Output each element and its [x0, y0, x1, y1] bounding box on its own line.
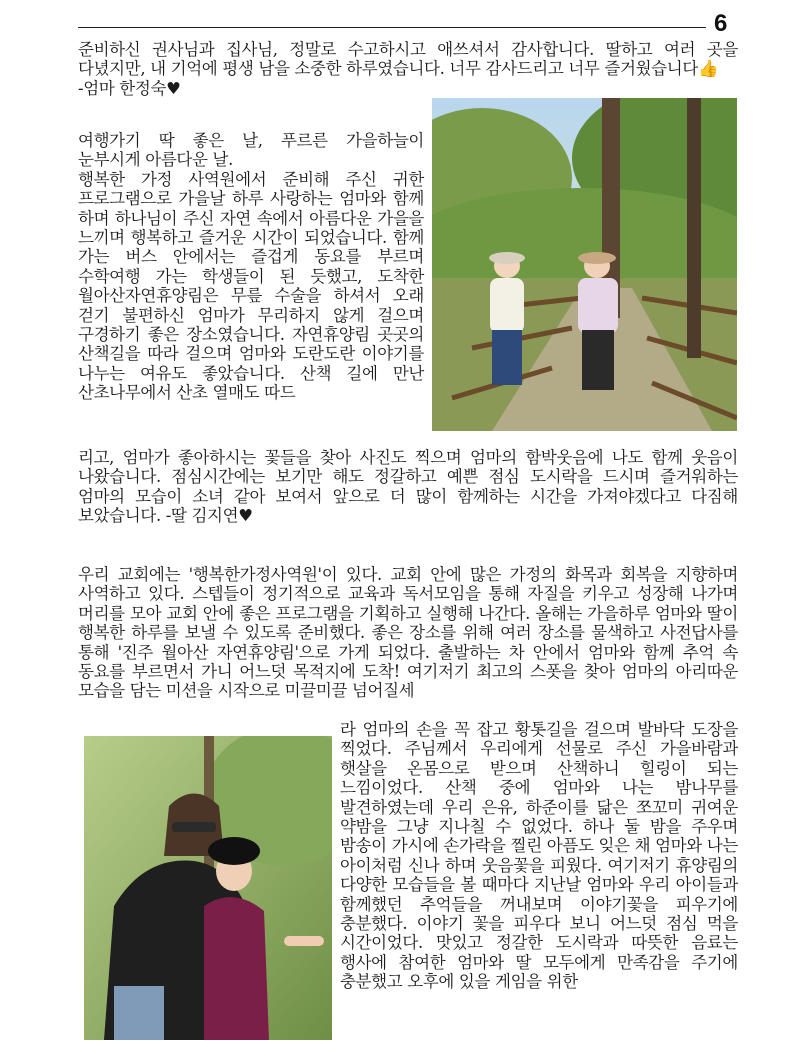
page-number: 6: [714, 10, 728, 37]
daughter-body-full: [78, 448, 738, 526]
daughter-intro-block: [78, 131, 424, 403]
mother-signature: -엄마 한정숙♥: [78, 78, 181, 98]
mother-daughter-image: [84, 736, 332, 1040]
daughter-intro: 여행가기 딱 좋은 날, 푸르른 가을하늘이 눈부시게 아름다운 날.: [78, 131, 424, 170]
essay-top-block: [78, 565, 738, 701]
mother-comment-text: 준비하신 권사님과 집사님, 정말로 수고하시고 애쓰셔서 감사합니다. 딸하고 여러 곳을 다녔지만, 내 기억에 평생 남을 소중한 하루였습니다. 너무 감사드리고 너무 즐거웠습니다👍: [78, 40, 738, 79]
forest-path-image: [432, 98, 737, 431]
photo-mother-daughter: [84, 736, 332, 1040]
daughter-body-wrapped: 행복한 가정 사역원에서 준비해 주신 귀한 프로그램으로 가을날 하루 사랑하는 엄마와 함께 하며 하나님이 주신 자연 속에서 아름다운 가을을 느끼며 행복하고 즐거운 시간이 되었습니다. 함께 가는 버스 안에서는 즐겁게 동요를 부르며 수학여행 가는 학생들이 된 듯했고, 도착한 월아산자연휴양림은 무릎 수술을 하셔서 오래 걷기 불편하신 엄마가 무리하지 않게 걸으며 구경하기 좋은 장소였습니다. 자연휴양림 곳곳의 산책길을 따라 걸으며 엄마와 도란도란 이야기를 나누는 여유도 좋았습니다. 산책 길에 만난 산초나무에서 산초 열매도 따드: [78, 169, 424, 403]
essay-wrapped-text: 라 엄마의 손을 꼭 잡고 황톳길을 걸으며 발바닥 도장을 찍었다. 주님께서 우리에게 선물로 주신 가을바람과 햇살을 온몸으로 받으며 산책하니 힐링이 되는 느낌이었다. 산책 중에 엄마와 나는 밤나무를 발견하였는데 우리 은유, 하준이를 닮은 쪼꼬미 귀여운 약밤을 그냥 지나칠 수 없었다. 하나 둘 밤을 주우며 밤송이 가시에 손가락을 찔린 아픔도 잊은 채 엄마와 나는 아이처럼 신나 하며 웃음꽃을 피웠다. 여기저기 휴양림의 다양한 모습들을 볼 때마다 지난날 엄마와 우리 아이들과 함께했던 추억들을 꺼내보며 이야기꽃을 피우기에 충분했다. 이야기 꽃을 피우다 보니 어느덧 점심 먹을 시간이었다. 맛있고 정갈한 도시락과 따뜻한 음료는 행사에 참여한 엄마와 딸 모두에게 만족감을 주기에 충분했고 오후에 있을 게임을 위한: [340, 720, 738, 992]
mother-comment: [78, 40, 738, 98]
essay-intro-text: 우리 교회에는 '행복한가정사역원'이 있다. 교회 안에 많은 가정의 화목과 회복을 지향하며 사역하고 있다. 스텝들이 정기적으로 교육과 독서모임을 통해 자질을 키우고 성장해 나가며 머리를 모아 교회 안에 좋은 프로그램을 기획하고 실행해 나간다. 올해는 가을하루 엄마와 딸이 행복한 하루를 보낼 수 있도록 준비했다. 좋은 장소를 위해 여러 장소를 물색하고 사전답사를 통해 '진주 월아산 자연휴양림'으로 가게 되었다. 출발하는 차 안에서 엄마와 함께 추억 속 동요를 부르면서 가니 어느덧 목적지에 도착! 여기저기 최고의 스폿을 찾아 엄마의 아리따운 모습을 담는 미션을 시작으로 미끌미끌 넘어질세: [78, 565, 738, 701]
header-rule: [78, 27, 706, 28]
essay-wrapped-block: [340, 720, 738, 992]
daughter-body-full-text: 리고, 엄마가 좋아하시는 꽃들을 찾아 사진도 찍으며 엄마의 함박웃음에 나도 함께 웃음이 나왔습니다. 점심시간에는 보기만 해도 정갈하고 예쁜 점심 도시락을 드시며 즐거워하는 엄마의 모습이 소녀 같아 보여서 앞으로 더 많이 함께하는 시간을 가져야겠다고 다짐해 보았습니다. -딸 김지연♥: [78, 448, 738, 526]
photo-forest-path: [432, 98, 737, 431]
